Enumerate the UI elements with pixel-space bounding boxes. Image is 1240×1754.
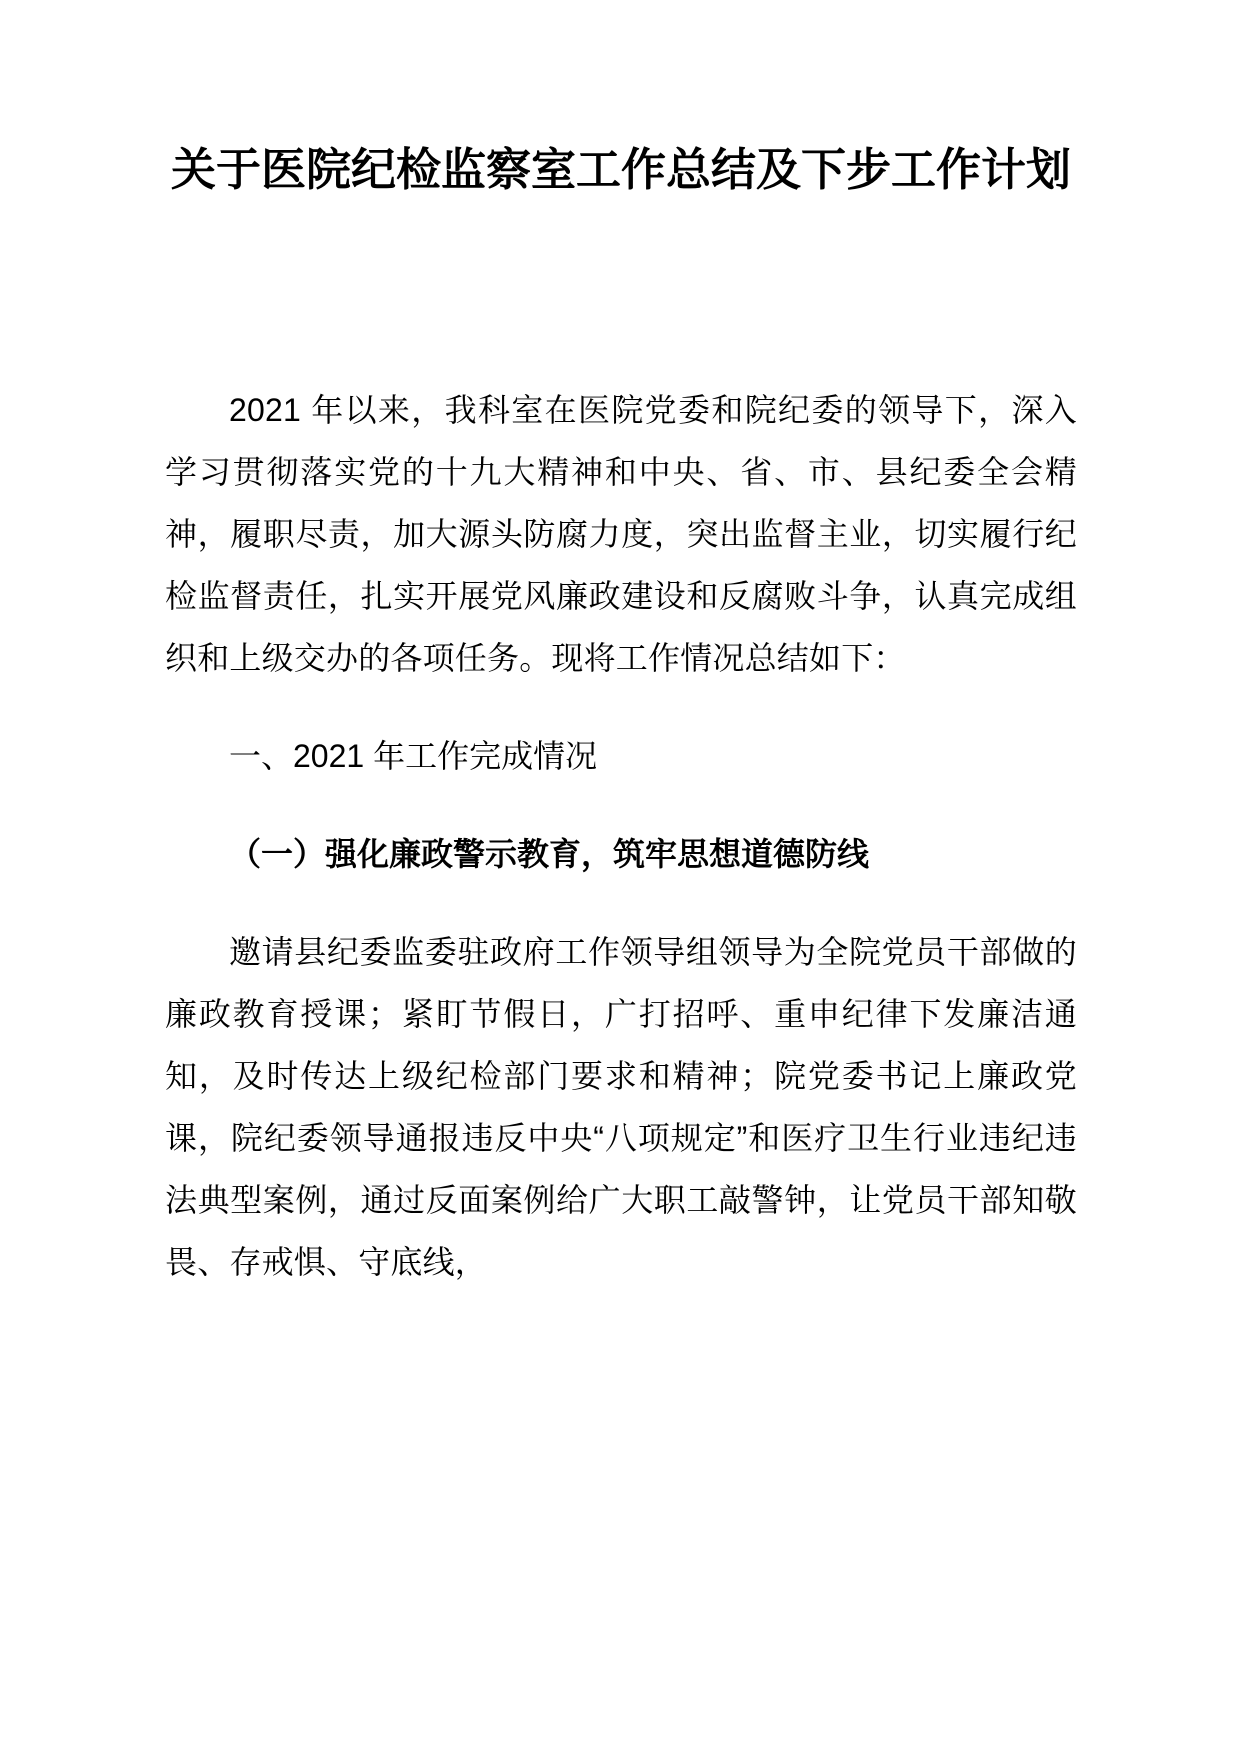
subsection-one-body-paragraph: 邀请县纪委监委驻政府工作领导组领导为全院党员干部做的廉政教育授课；紧盯节假日，广打招呼、重申纪律下发廉洁通知，及时传达上级纪检部门要求和精神；院党委书记上廉政党课，院纪委领导通报违反中央“八项规定”和医疗卫生行业违纪违法典型案例，通过反面案例给广大职工敲警钟，让党员干部知敬畏、存戒惧、守底线， [165, 934, 1077, 1280]
document-body [165, 379, 1077, 1293]
title-spacer [165, 201, 1077, 379]
intro-paragraph: 2021 年以来，我科室在医院党委和院纪委的领导下，深入学习贯彻落实党的十九大精神和中央、省、市、县纪委全会精神，履职尽责，加大源头防腐力度，突出监督主业，切实履行纪检监督责任，扎实开展党风廉政建设和反腐败斗争，认真完成组织和上级交办的各项任务。现将工作情况总结如下： [165, 392, 1077, 676]
section-heading-one: 一、2021 年工作完成情况 [229, 738, 598, 774]
subsection-heading-one: （一）强化廉政警示教育，筑牢思想道德防线 [229, 836, 870, 872]
page-content-area [165, 0, 1077, 1293]
page-title: 关于医院纪检监察室工作总结及下步工作计划 [170, 144, 1071, 195]
